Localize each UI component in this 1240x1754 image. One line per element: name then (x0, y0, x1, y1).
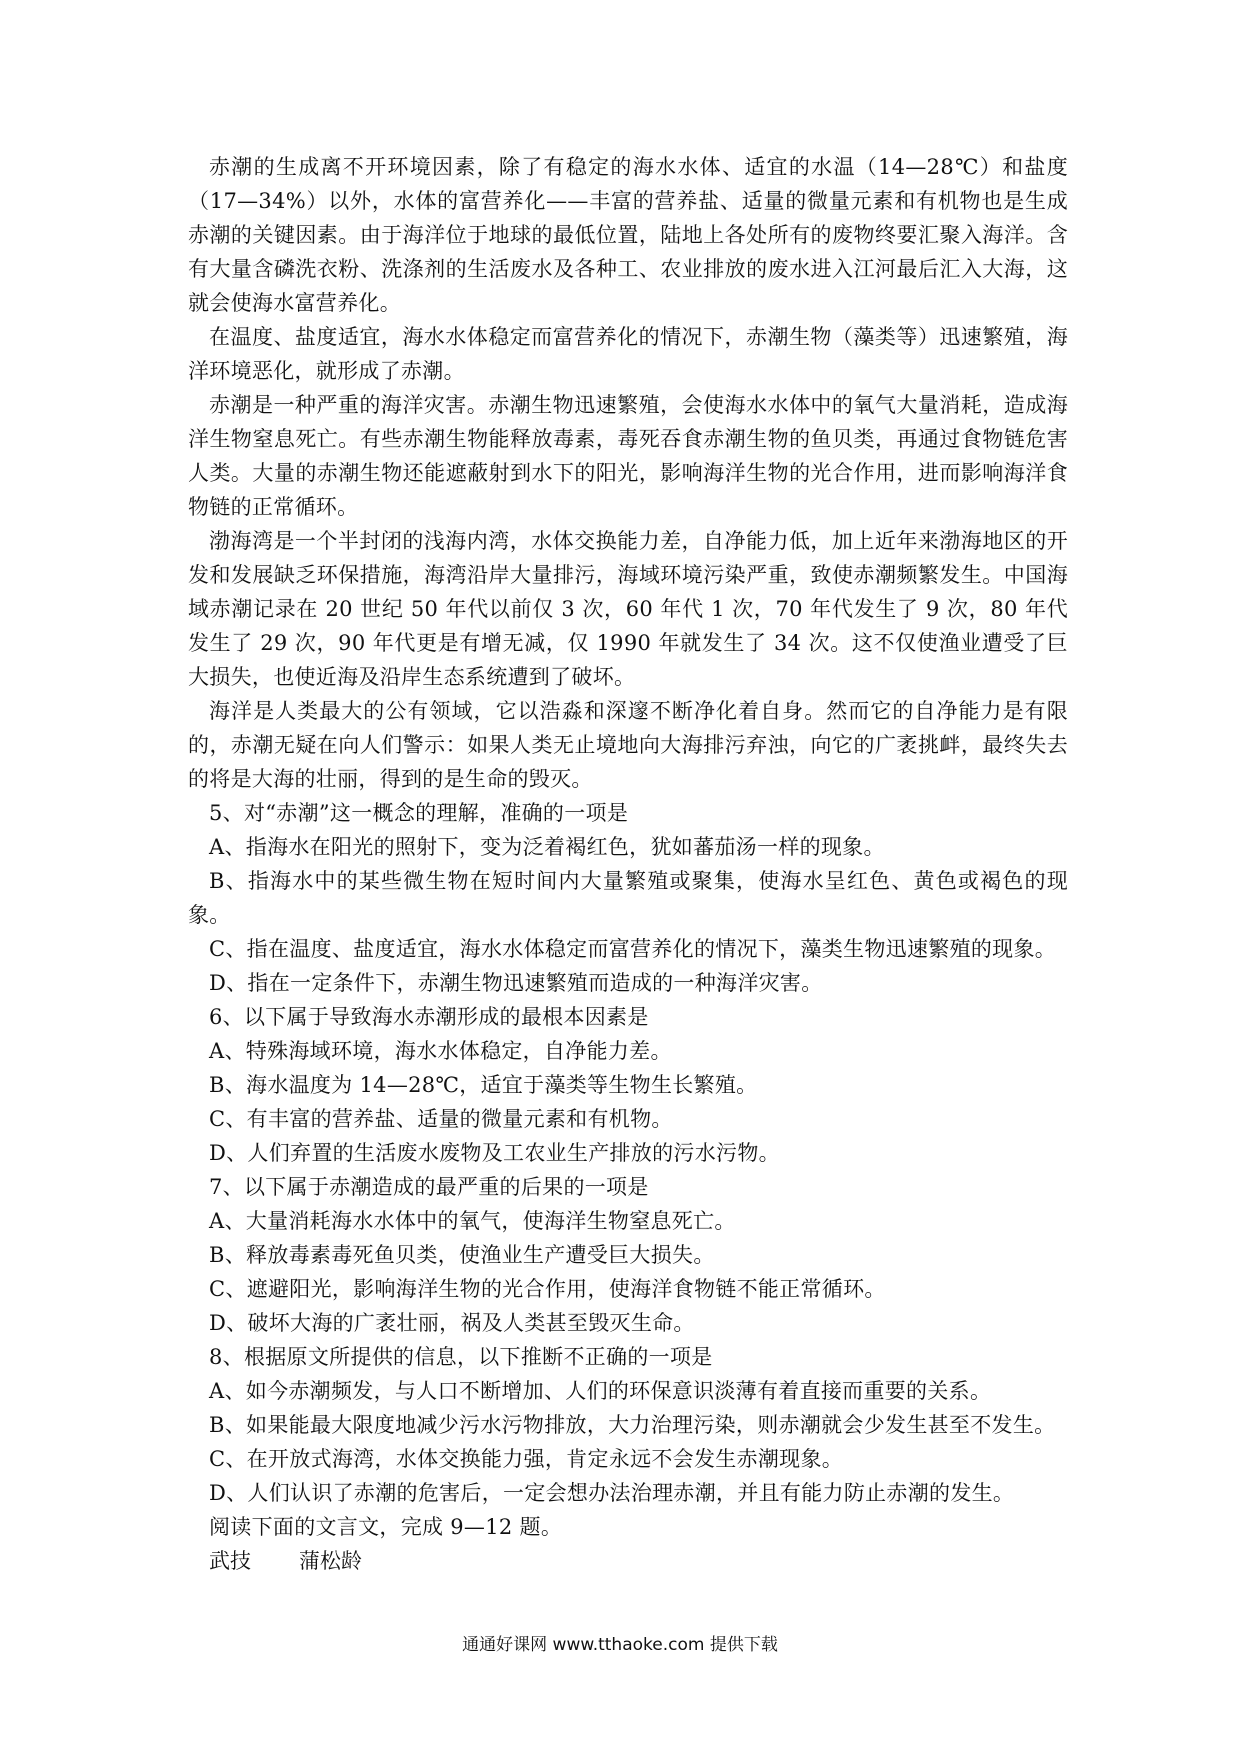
classical-text-title: 武技 (209, 1549, 251, 1573)
section-instruction: 阅读下面的文言文，完成 9—12 题。 (209, 1515, 563, 1539)
question-7-option-a: A、大量消耗海水水体中的氧气，使海洋生物窒息死亡。 (209, 1209, 736, 1233)
question-5-stem: 5、对“赤潮”这一概念的理解，准确的一项是 (209, 801, 629, 825)
passage-paragraph-2: 在温度、盐度适宜，海水水体稳定而富营养化的情况下，赤潮生物（藻类等）迅速繁殖，海洋环境恶化，就形成了赤潮。 (188, 325, 1068, 383)
question-5-option-d: D、指在一定条件下，赤潮生物迅速繁殖而造成的一种海洋灾害。 (209, 971, 823, 995)
document-body (188, 150, 1068, 1578)
classical-text-author: 蒲松龄 (299, 1549, 362, 1573)
question-6-option-c: C、有丰富的营养盐、适量的微量元素和有机物。 (209, 1107, 673, 1131)
passage-paragraph-4: 渤海湾是一个半封闭的浅海内湾，水体交换能力差，自净能力低，加上近年来渤海地区的开发和发展缺乏环保措施，海湾沿岸大量排污，海域环境污染严重，致使赤潮频繁发生。中国海域赤潮记录在 20 世纪 50 年代以前仅 3 次，60 年代 1 次，70 年代发生了 9 次，80 年代发生了 29 次，90 年代更是有增无减，仅 1990 年就发生了 34 次。这不仅使渔业遭受了巨大损失，也使近海及沿岸生态系统遭到了破坏。 (188, 529, 1068, 689)
question-5-option-c: C、指在温度、盐度适宜，海水水体稳定而富营养化的情况下，藻类生物迅速繁殖的现象。 (209, 937, 1057, 961)
classical-text-heading (188, 1544, 1068, 1578)
passage-paragraph-3: 赤潮是一种严重的海洋灾害。赤潮生物迅速繁殖，会使海水水体中的氧气大量消耗，造成海洋生物窒息死亡。有些赤潮生物能释放毒素，毒死吞食赤潮生物的鱼贝类，再通过食物链危害人类。大量的赤潮生物还能遮蔽射到水下的阳光，影响海洋生物的光合作用，进而影响海洋食物链的正常循环。 (188, 393, 1068, 519)
question-6-option-d: D、人们弃置的生活废水废物及工农业生产排放的污水污物。 (209, 1141, 780, 1165)
question-5-option-a: A、指海水在阳光的照射下，变为泛着褐红色，犹如蕃茄汤一样的现象。 (209, 835, 885, 859)
page-footer: 通通好课网 www.tthaoke.com 提供下载 (462, 1635, 778, 1655)
question-8-option-b: B、如果能最大限度地减少污水污物排放，大力治理污染，则赤潮就会少发生甚至不发生。 (209, 1413, 1056, 1437)
question-6-stem: 6、以下属于导致海水赤潮形成的最根本因素是 (209, 1005, 649, 1029)
question-5-option-b: B、指海水中的某些微生物在短时间内大量繁殖或聚集，使海水呈红色、黄色或褐色的现象。 (188, 869, 1068, 927)
question-8-option-c: C、在开放式海湾，水体交换能力强，肯定永远不会发生赤潮现象。 (209, 1447, 844, 1471)
question-8-option-a: A、如今赤潮频发，与人口不断增加、人们的环保意识淡薄有着直接而重要的关系。 (209, 1379, 992, 1403)
question-7-option-d: D、破坏大海的广袤壮丽，祸及人类甚至毁灭生命。 (209, 1311, 695, 1335)
question-6-option-a: A、特殊海域环境，海水水体稳定，自净能力差。 (209, 1039, 672, 1063)
question-6-option-b: B、海水温度为 14—28℃，适宜于藻类等生物生长繁殖。 (209, 1073, 758, 1097)
question-7-option-c: C、遮避阳光，影响海洋生物的光合作用，使海洋食物链不能正常循环。 (209, 1277, 886, 1301)
question-7-stem: 7、以下属于赤潮造成的最严重的后果的一项是 (209, 1175, 649, 1199)
question-7-option-b: B、释放毒素毒死鱼贝类，使渔业生产遭受巨大损失。 (209, 1243, 715, 1267)
passage-paragraph-1: 赤潮的生成离不开环境因素，除了有稳定的海水水体、适宜的水温（14—28℃）和盐度（17—34%）以外，水体的富营养化——丰富的营养盐、适量的微量元素和有机物也是生成赤潮的关键因素。由于海洋位于地球的最低位置，陆地上各处所有的废物终要汇聚入海洋。含有大量含磷洗衣粉、洗涤剂的生活废水及各种工、农业排放的废水进入江河最后汇入大海，这就会使海水富营养化。 (188, 155, 1068, 315)
question-8-stem: 8、根据原文所提供的信息，以下推断不正确的一项是 (209, 1345, 713, 1369)
passage-paragraph-5: 海洋是人类最大的公有领域，它以浩淼和深邃不断净化着自身。然而它的自净能力是有限的，赤潮无疑在向人们警示：如果人类无止境地向大海排污弃浊，向它的广袤挑衅，最终失去的将是大海的壮丽，得到的是生命的毁灭。 (188, 699, 1068, 791)
question-8-option-d: D、人们认识了赤潮的危害后，一定会想办法治理赤潮，并且有能力防止赤潮的发生。 (209, 1481, 1015, 1505)
